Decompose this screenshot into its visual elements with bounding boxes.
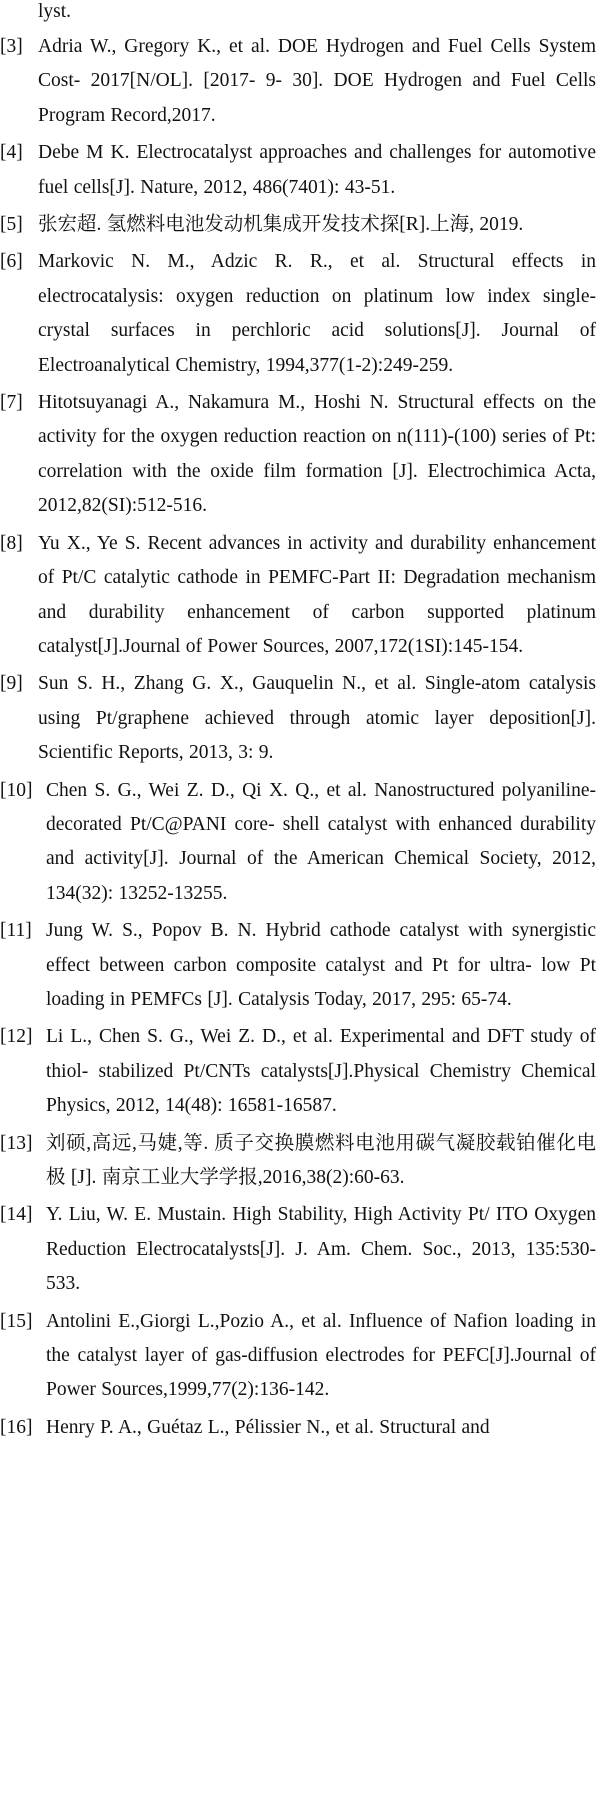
reference-item <box>0 1020 596 1123</box>
reference-number: [12] <box>0 1026 33 1048</box>
reference-text: 刘硕,高远,马婕,等. 质子交换膜燃料电池用碳气凝胶载铂催化电极 [J]. 南京工业大学学报,2016,38(2):60-63. <box>46 1132 596 1188</box>
reference-text: Jung W. S., Popov B. N. Hybrid cathode catalyst with synergistic effect between carbon composite catalyst and Pt for ultra- low Pt loading in PEMFCs [J]. Catalysis Today, 2017, 295: 65-74. <box>46 920 596 1010</box>
reference-item <box>0 208 596 242</box>
reference-number: [9] <box>0 673 23 695</box>
reference-text: Y. Liu, W. E. Mustain. High Stability, High Activity Pt/ ITO Oxygen Reduction Electrocatalysts[J]. J. Am. Chem. Soc., 2013, 135:530- 533. <box>46 1204 596 1295</box>
reference-number: [10] <box>0 779 33 801</box>
reference-number: [8] <box>0 532 23 554</box>
reference-number: [5] <box>0 214 23 236</box>
reference-item <box>0 136 596 205</box>
reference-text: Yu X., Ye S. Recent advances in activity and durability enhancement of Pt/C catalytic cathode in PEMFC-Part II: Degradation mechanism and durability enhancement of carbon supported platinum catalyst[J].Journal of Power Sources, 2007,172(1SI):145-154. <box>38 532 596 657</box>
reference-number: [7] <box>0 392 23 414</box>
reference-item <box>0 30 596 133</box>
leading-fragment: lyst. <box>38 1 72 22</box>
reference-text: Adria W., Gregory K., et al. DOE Hydrogen and Fuel Cells System Cost- 2017[N/OL]. [2017- 9- 30]. DOE Hydrogen and Fuel Cells Program Record,2017. <box>38 36 596 126</box>
reference-number: [11] <box>0 920 32 942</box>
reference-item <box>0 1198 596 1301</box>
reference-text: Sun S. H., Zhang G. X., Gauquelin N., et al. Single-atom catalysis using Pt/graphene achieved through atomic layer deposition[J]. Scientific Reports, 2013, 3: 9. <box>38 673 596 764</box>
reference-number: [6] <box>0 251 23 273</box>
reference-item <box>0 914 596 1017</box>
reference-item <box>0 1411 596 1445</box>
reference-text: Debe M K. Electrocatalyst approaches and challenges for automotive fuel cells[J]. Nature, 2012, 486(7401): 43-51. <box>38 142 596 198</box>
reference-item <box>0 245 596 383</box>
reference-text: Chen S. G., Wei Z. D., Qi X. Q., et al. Nanostructured polyaniline- decorated Pt/C@PANI core- shell catalyst with enhanced durability and activity[J]. Journal of the American Chemical Society, 2012, 134(32): 13252-13255. <box>46 779 596 904</box>
reference-number: [3] <box>0 36 23 57</box>
reference-list <box>0 30 596 1445</box>
reference-text: Antolini E.,Giorgi L.,Pozio A., et al. Influence of Nafion loading in the catalyst layer of gas-diffusion electrodes for PEFC[J].Journal of Power Sources,1999,77(2):136-142. <box>46 1310 596 1401</box>
reference-text: 张宏超. 氢燃料电池发动机集成开发技术探[R].上海, 2019. <box>38 214 524 236</box>
reference-number: [14] <box>0 1204 33 1226</box>
reference-text: Li L., Chen S. G., Wei Z. D., et al. Experimental and DFT study of thiol- stabilized Pt/CNTs catalysts[J].Physical Chemistry Chemical Physics, 2012, 14(48): 16581-16587. <box>46 1026 596 1117</box>
reference-item <box>0 667 596 770</box>
reference-item <box>0 774 596 912</box>
reference-item <box>0 1127 596 1196</box>
reference-text: Hitotsuyanagi A., Nakamura M., Hoshi N. Structural effects on the activity for the oxygen reduction reaction on n(111)-(100) series of Pt: correlation with the oxide film formation [J]. Electrochimica Acta, 2012,82(SI):512-516. <box>38 392 596 517</box>
reference-number: [13] <box>0 1132 33 1154</box>
reference-number: [15] <box>0 1310 33 1332</box>
reference-text: Markovic N. M., Adzic R. R., et al. Structural effects in electrocatalysis: oxygen reduction on platinum low index single- crystal surfaces in perchloric acid solutions[J]. Journal of Electroanalytical Chemistry, 1994,377(1-2):249-259. <box>38 251 596 376</box>
reference-number: [16] <box>0 1416 33 1438</box>
reference-text: Henry P. A., Guétaz L., Pélissier N., et al. Structural and <box>46 1416 490 1438</box>
reference-item <box>0 386 596 524</box>
reference-item <box>0 1305 596 1408</box>
reference-item <box>0 527 596 665</box>
reference-number: [4] <box>0 142 23 164</box>
